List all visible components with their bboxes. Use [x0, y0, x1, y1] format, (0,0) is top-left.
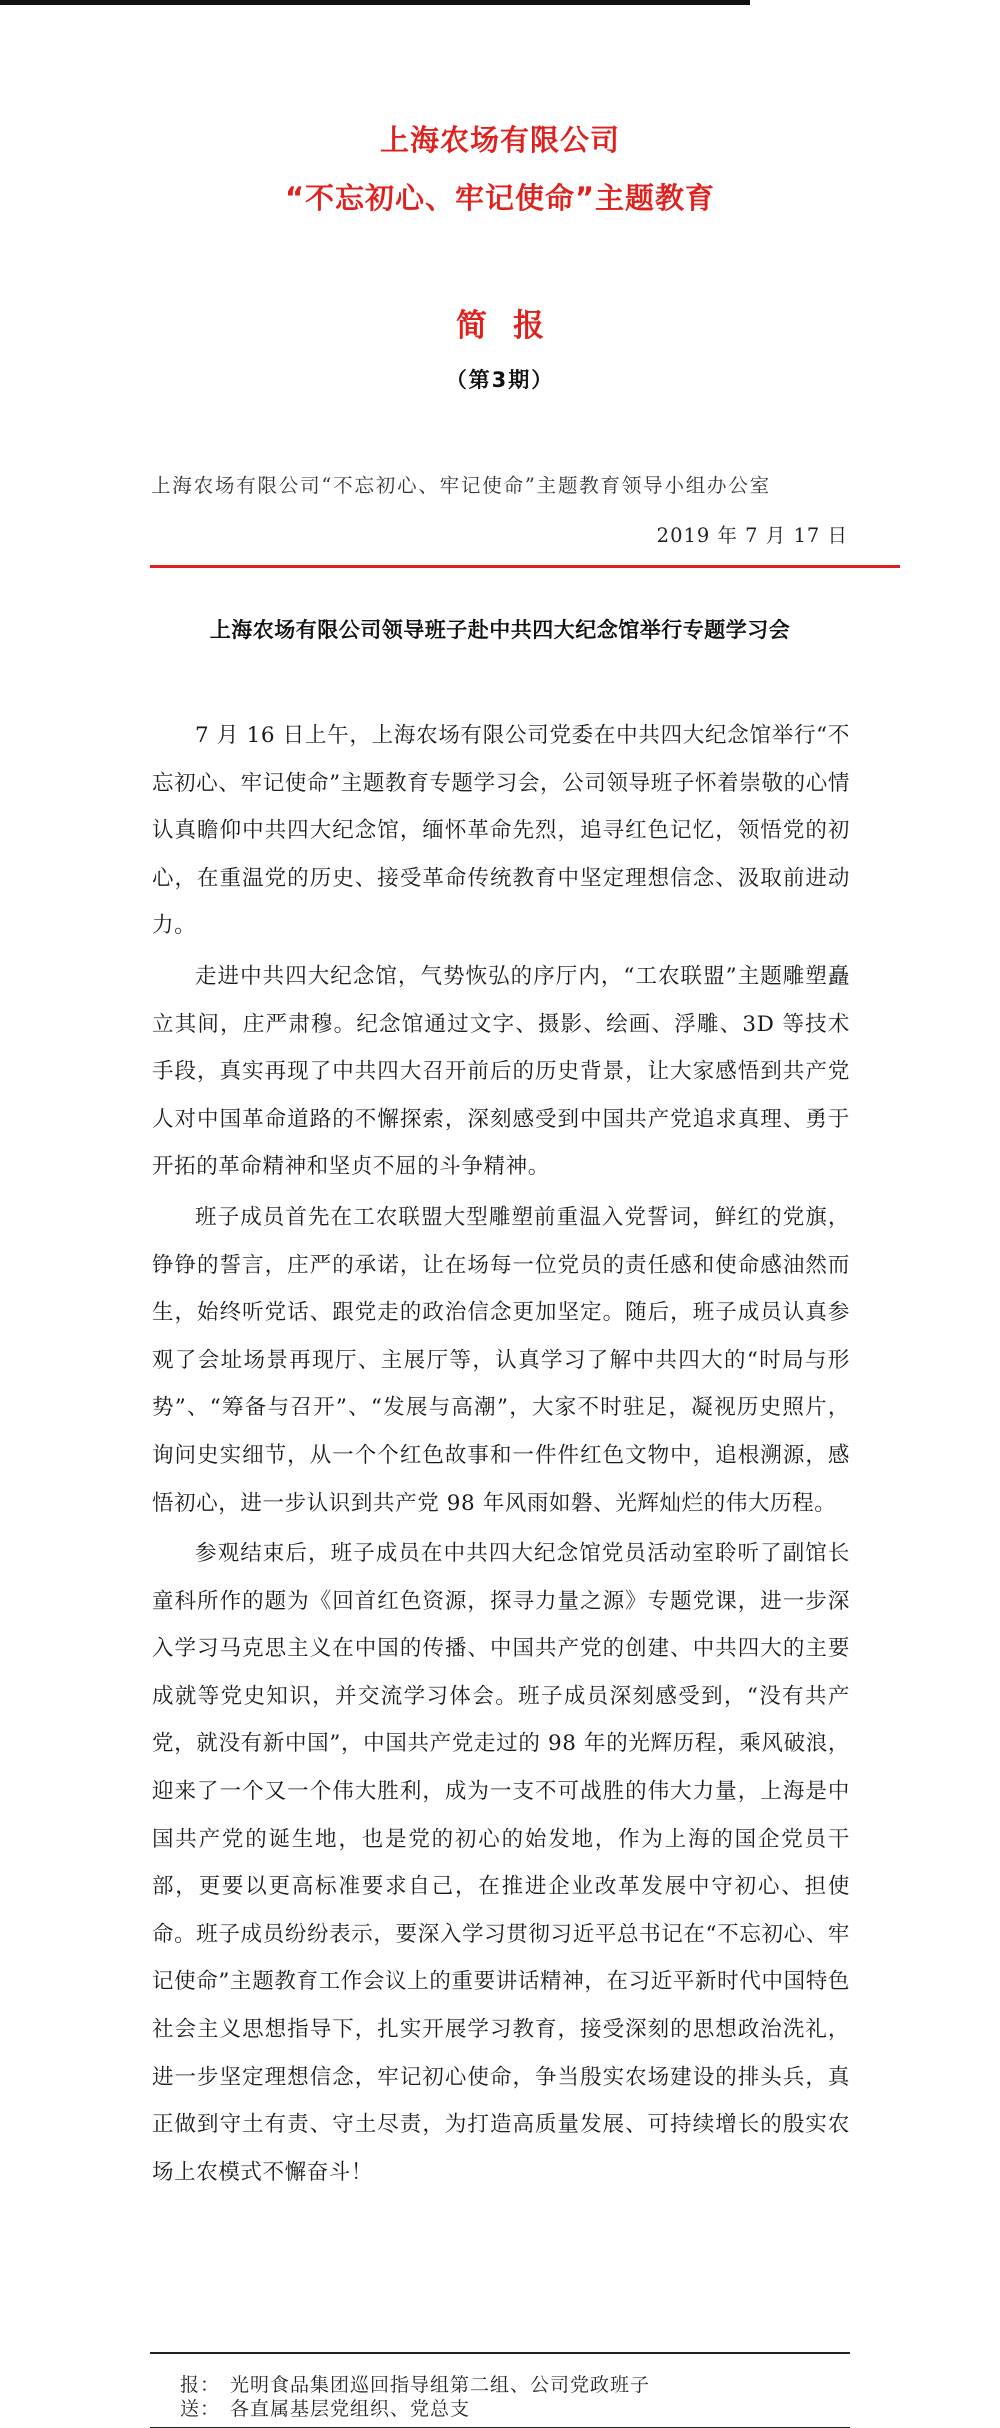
header-red-divider [150, 565, 900, 568]
send-label: 送： [180, 2398, 221, 2420]
article-paragraph-4: 参观结束后，班子成员在中共四大纪念馆党员活动室聆听了副馆长童科所作的题为《回首红色资源，探寻力量之源》专题党课，进一步深入学习马克思主义在中国的传播、中国共产党的创建、中共四大的主要成就等党史知识，并交流学习体会。班子成员深刻感受到，“没有共产党，就没有新中国”，中国共产党走过的 98 年的光辉历程，乘风破浪，迎来了一个又一个伟大胜利，成为一支不可战胜的伟大力量，上海是中国共产党的诞生地，也是党的初心的始发地，作为上海的国企党员干部，更要以更高标准要求自己，在推进企业改革发展中守初心、担使命。班子成员纷纷表示，要深入学习贯彻习近平总书记在“不忘初心、牢记使命”主题教育工作会议上的重要讲话精神，在习近平新时代中国特色社会主义思想指导下，扎实开展学习教育，接受深刻的思想政治洗礼，进一步坚定理想信念，牢记初心使命，争当殷实农场建设的排头兵，真正做到守土有责、守土尽责，为打造高质量发展、可持续增长的殷实农场上农模式不懈奋斗！ [152, 1541, 850, 2185]
issue-number: （第3期） [445, 368, 555, 392]
distribution-send-row [180, 2394, 470, 2421]
issuing-office: 上海农场有限公司“不忘初心、牢记使命”主题教育领导小组办公室 [151, 474, 771, 497]
distribution-report-row [180, 2370, 650, 2397]
article-title: 上海农场有限公司领导班子赴中共四大纪念馆举行专题学习会 [209, 617, 791, 642]
send-recipients: 各直属基层党组织、党总支 [230, 2398, 471, 2420]
article-paragraph-2: 走进中共四大纪念馆，气势恢弘的序厅内，“工农联盟”主题雕塑矗立其间，庄严肃穆。纪念馆通过文字、摄影、绘画、浮雕、3D 等技术手段，真实再现了中共四大召开前后的历史背景，让大家感悟到共产党人对中国革命道路的不懈探索，深刻感受到中国共产党追求真理、勇于开拓的革命精神和坚贞不屈的斗争精神。 [152, 963, 850, 1180]
article-paragraph-3: 班子成员首先在工农联盟大型雕塑前重温入党誓词，鲜红的党旗，铮铮的誓言，庄严的承诺，让在场每一位党员的责任感和使命感油然而生，始终听党话、跟党走的政治信念更加坚定。随后，班子成员认真参观了会址场景再现厅、主展厅等，认真学习了解中共四大的“时局与形势”、“筹备与召开”、“发展与高潮”，大家不时驻足，凝视历史照片，询问史实细节，从一个个红色故事和一件件红色文物中，追根溯源，感悟初心，进一步认识到共产党 98 年风雨如磐、光辉灿烂的伟大历程。 [152, 1204, 850, 1516]
footer-divider-top [150, 2352, 850, 2354]
article-paragraph-1: 7 月 16 日上午，上海农场有限公司党委在中共四大纪念馆举行“不忘初心、牢记使命”主题教育专题学习会，公司领导班子怀着崇敬的心情认真瞻仰中共四大纪念馆，缅怀革命先烈，追寻红色记忆，领悟党的初心，在重温党的历史、接受革命传统教育中坚定理想信念、汲取前进动力。 [152, 723, 850, 939]
bulletin-title: 简报 [456, 308, 570, 344]
report-recipients: 光明食品集团巡回指导组第二组、公司党政班子 [230, 2374, 651, 2396]
campaign-title: “不忘初心、牢记使命”主题教育 [284, 181, 716, 215]
org-title: 上海农场有限公司 [379, 123, 620, 157]
issue-date: 2019 年 7 月 17 日 [656, 524, 848, 547]
article-body [152, 712, 850, 2199]
top-border-bar [0, 0, 750, 5]
report-label: 报： [180, 2374, 221, 2396]
